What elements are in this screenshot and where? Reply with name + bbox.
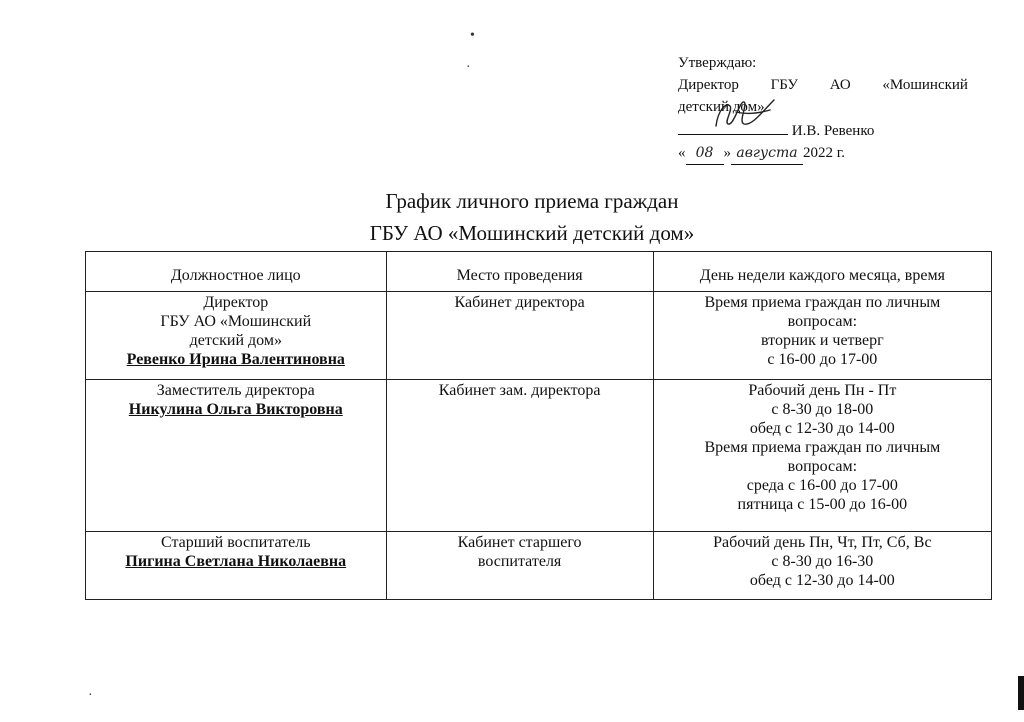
schedule-table xyxy=(85,251,992,600)
schedule-line: обед с 12-30 до 14-00 xyxy=(749,572,895,589)
page-subtitle: ГБУ АО «Мошинский детский дом» xyxy=(369,221,695,245)
schedule-cell xyxy=(653,292,991,380)
approval-position-word: Директор xyxy=(678,77,739,93)
approval-signer: И.В. Ревенко xyxy=(791,123,875,139)
table-row xyxy=(86,292,992,380)
place-cell xyxy=(386,532,653,600)
official-name: Пигина Светлана Николаевна xyxy=(125,553,347,570)
place-text: Кабинет директора xyxy=(454,294,585,311)
date-month: августа xyxy=(731,142,803,165)
official-cell xyxy=(86,292,387,380)
official-title: ГБУ АО «Мошинский xyxy=(160,313,312,330)
scan-speck: • xyxy=(470,28,475,43)
schedule-line: пятница с 15-00 до 16-00 xyxy=(737,496,908,513)
date-day: 08 xyxy=(686,142,724,165)
header-official: Должностное лицо xyxy=(86,252,387,292)
approval-signature-line xyxy=(678,118,968,142)
place-cell xyxy=(386,380,653,532)
approval-block xyxy=(678,52,968,165)
date-close-quote: » xyxy=(723,145,731,161)
official-title: детский дом» xyxy=(189,332,282,349)
official-title: Заместитель директора xyxy=(156,382,315,399)
approval-position-word: ГБУ xyxy=(770,77,798,93)
schedule-line: Рабочий день Пн - Пт xyxy=(748,382,897,399)
official-name: Никулина Ольга Викторовна xyxy=(128,401,343,418)
official-name: Ревенко Ирина Валентиновна xyxy=(126,351,345,368)
table-row xyxy=(86,532,992,600)
schedule-cell xyxy=(653,380,991,532)
header-schedule: День недели каждого месяца, время xyxy=(653,252,991,292)
scan-edge-mark xyxy=(1018,676,1024,710)
official-title: Директор xyxy=(203,294,269,311)
date-year: 2022 г. xyxy=(803,145,845,161)
scan-speck: · xyxy=(88,688,93,703)
place-text: Кабинет старшего xyxy=(457,534,582,551)
table-row xyxy=(86,380,992,532)
schedule-line: с 8-30 до 16-30 xyxy=(771,553,874,570)
approval-position-line2: детский дом» xyxy=(678,99,765,115)
schedule-line: среда с 16-00 до 17-00 xyxy=(746,477,898,494)
page-title: График личного приема граждан xyxy=(385,189,679,213)
schedule-line: вторник и четверг xyxy=(761,332,884,349)
schedule-line: Время приема граждан по личным xyxy=(704,294,941,311)
schedule-line: вопросам: xyxy=(787,458,858,475)
handwritten-signature-icon xyxy=(678,92,788,136)
approval-position-word: АО xyxy=(829,77,851,93)
schedule-line: Рабочий день Пн, Чт, Пт, Сб, Вс xyxy=(713,534,932,551)
schedule-line: вопросам: xyxy=(787,313,858,330)
approval-position-word: «Мошинский xyxy=(882,77,968,93)
place-cell xyxy=(386,292,653,380)
date-open-quote: « xyxy=(678,145,686,161)
official-cell xyxy=(86,532,387,600)
header-place: Место проведения xyxy=(386,252,653,292)
table-header-row xyxy=(86,252,992,292)
schedule-line: с 16-00 до 17-00 xyxy=(767,351,878,368)
schedule-line: с 8-30 до 18-00 xyxy=(771,401,874,418)
signature-blank xyxy=(678,118,788,135)
schedule-cell xyxy=(653,532,991,600)
schedule-line: обед с 12-30 до 14-00 xyxy=(749,420,895,437)
approval-heading: Утверждаю: xyxy=(678,55,757,71)
place-text: Кабинет зам. директора xyxy=(438,382,601,399)
scan-speck: · xyxy=(466,60,471,75)
official-title: Старший воспитатель xyxy=(161,534,311,551)
approval-date xyxy=(678,142,968,165)
place-text: воспитателя xyxy=(477,553,562,570)
schedule-line: Время приема граждан по личным xyxy=(704,439,941,456)
official-cell xyxy=(86,380,387,532)
